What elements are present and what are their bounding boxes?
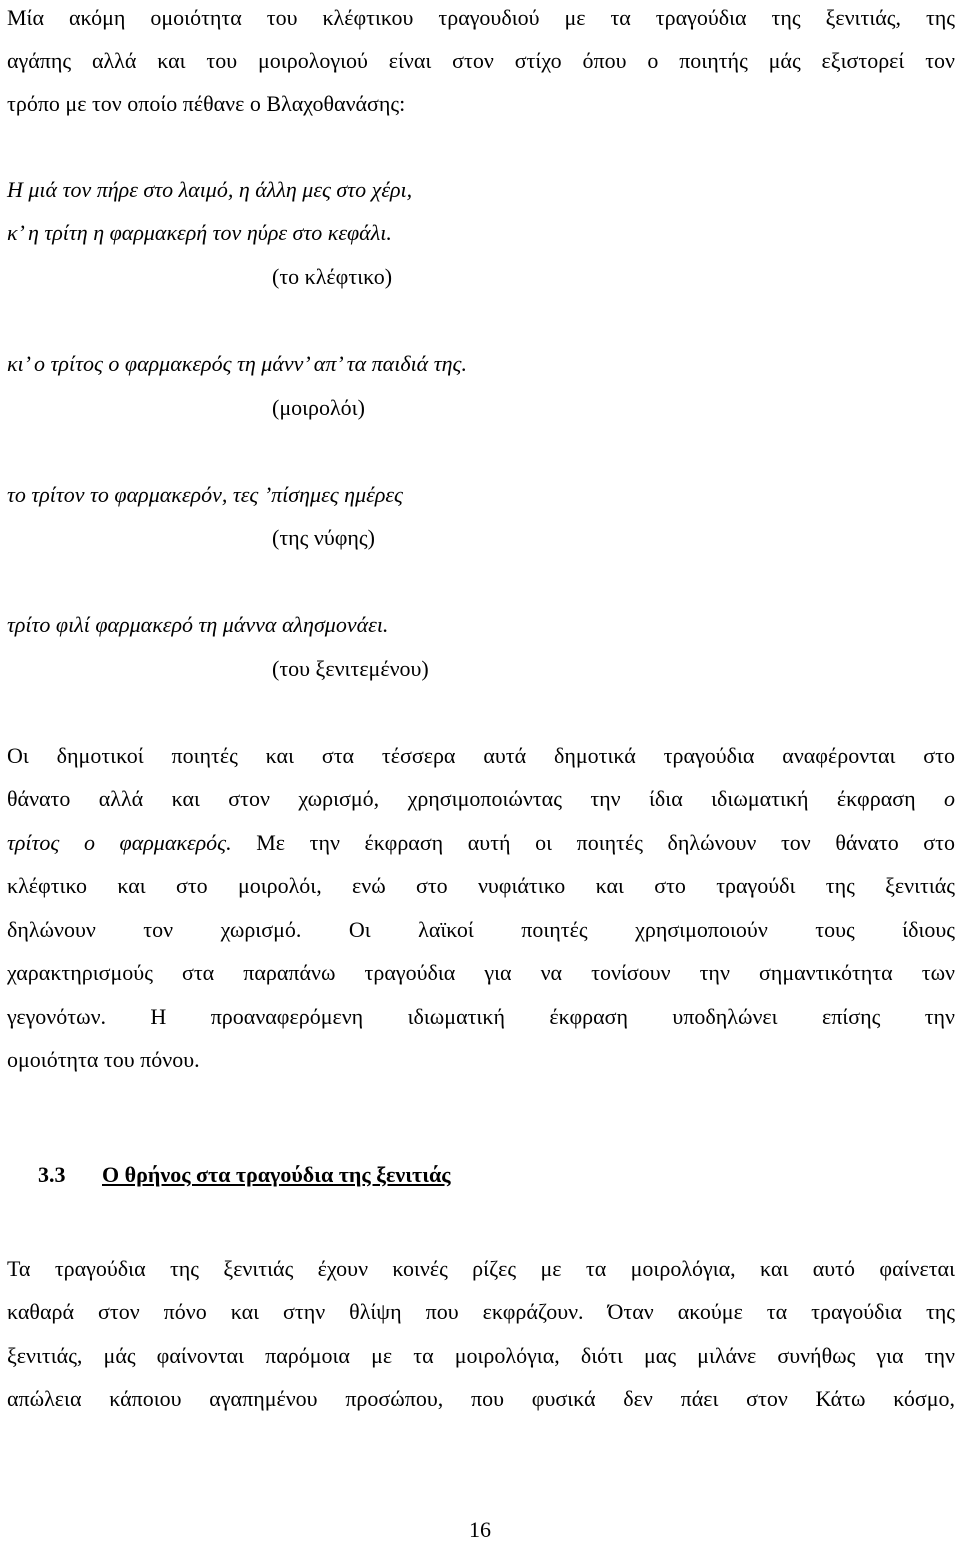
paragraph-text: Με την έκφραση αυτή οι ποιητές δηλώνουν τον θάνατο στο <box>256 830 956 855</box>
paragraph-italic-text: τρίτος ο φαρμακερός. <box>7 830 232 855</box>
verse-source: (το κλέφτικο) <box>272 264 393 289</box>
intro-line: αγάπης αλλά και του μοιρολογιού είναι στον στίχο όπου ο ποιητής μάς εξιστορεί τον <box>7 48 955 73</box>
verse-line: κι’ ο τρίτος ο φαρμακερός τη μάνν’ απ’ τα παιδιά της. <box>7 351 467 376</box>
section-title: Ο θρήνος στα τραγούδια της ξενιτιάς <box>102 1162 451 1187</box>
section-number: 3.3 <box>38 1162 66 1187</box>
verse-line: κ’ η τρίτη η φαρμακερή τον ηύρε στο κεφάλι. <box>7 220 392 245</box>
paragraph-line: Οι δημοτικοί ποιητές και στα τέσσερα αυτά δημοτικά τραγούδια αναφέρονται στο <box>7 743 955 768</box>
paragraph-line: Τα τραγούδια της ξενιτιάς έχουν κοινές ρίζες με τα μοιρολόγια, και αυτό φαίνεται <box>7 1256 955 1281</box>
verse-source: (του ξενιτεμένου) <box>272 656 429 681</box>
verse-source: (μοιρολόι) <box>272 395 365 420</box>
verse-line: Η μιά τον πήρε στο λαιμό, η άλλη μες στο χέρι, <box>7 177 413 202</box>
paragraph-line: δηλώνουν τον χωρισμό. Οι λαϊκοί ποιητές χρησιμοποιούν τους ίδιους <box>7 917 955 942</box>
page-number: 16 <box>469 1517 491 1542</box>
intro-line: Μία ακόμη ομοιότητα του κλέφτικου τραγουδιού με τα τραγούδια της ξενιτιάς, της <box>7 5 955 30</box>
paragraph-line: γεγονότων. Η προαναφερόμενη ιδιωματική έκφραση υποδηλώνει επίσης την <box>7 1004 955 1029</box>
paragraph-line: απώλεια κάποιου αγαπημένου προσώπου, που φυσικά δεν πάει στον Κάτω κόσμο, <box>7 1386 955 1411</box>
paragraph-italic-text: ο <box>944 786 956 811</box>
paragraph-line <box>7 828 955 858</box>
paragraph-line: ομοιότητα του πόνου. <box>7 1047 200 1072</box>
paragraph-text: θάνατο αλλά και στον χωρισμό, χρησιμοποιώντας την ίδια ιδιωματική έκφραση <box>7 786 916 811</box>
paragraph-line: χαρακτηρισμούς στα παραπάνω τραγούδια για να τονίσουν την σημαντικότητα των <box>7 960 955 985</box>
verse-source: (της νύφης) <box>272 525 375 550</box>
section-heading <box>38 1160 451 1190</box>
paragraph-line <box>7 784 955 814</box>
intro-line: τρόπο με τον οποίο πέθανε ο Βλαχοθανάσης: <box>7 91 406 116</box>
paragraph-line: καθαρά στον πόνο και στην θλίψη που εκφράζουν. Όταν ακούμε τα τραγούδια της <box>7 1299 955 1324</box>
verse-line: το τρίτον το φαρμακερόν, τες ’πίσημες ημέρες <box>7 482 403 507</box>
verse-line: τρίτο φιλί φαρμακερό τη μάννα αλησμονάει. <box>7 612 389 637</box>
paragraph-line: κλέφτικο και στο μοιρολόι, ενώ στο νυφιάτικο και στο τραγούδι της ξενιτιάς <box>7 873 955 898</box>
paragraph-line: ξενιτιάς, μάς φαίνονται παρόμοια με τα μοιρολόγια, διότι μας μιλάνε συνήθως για την <box>7 1343 955 1368</box>
